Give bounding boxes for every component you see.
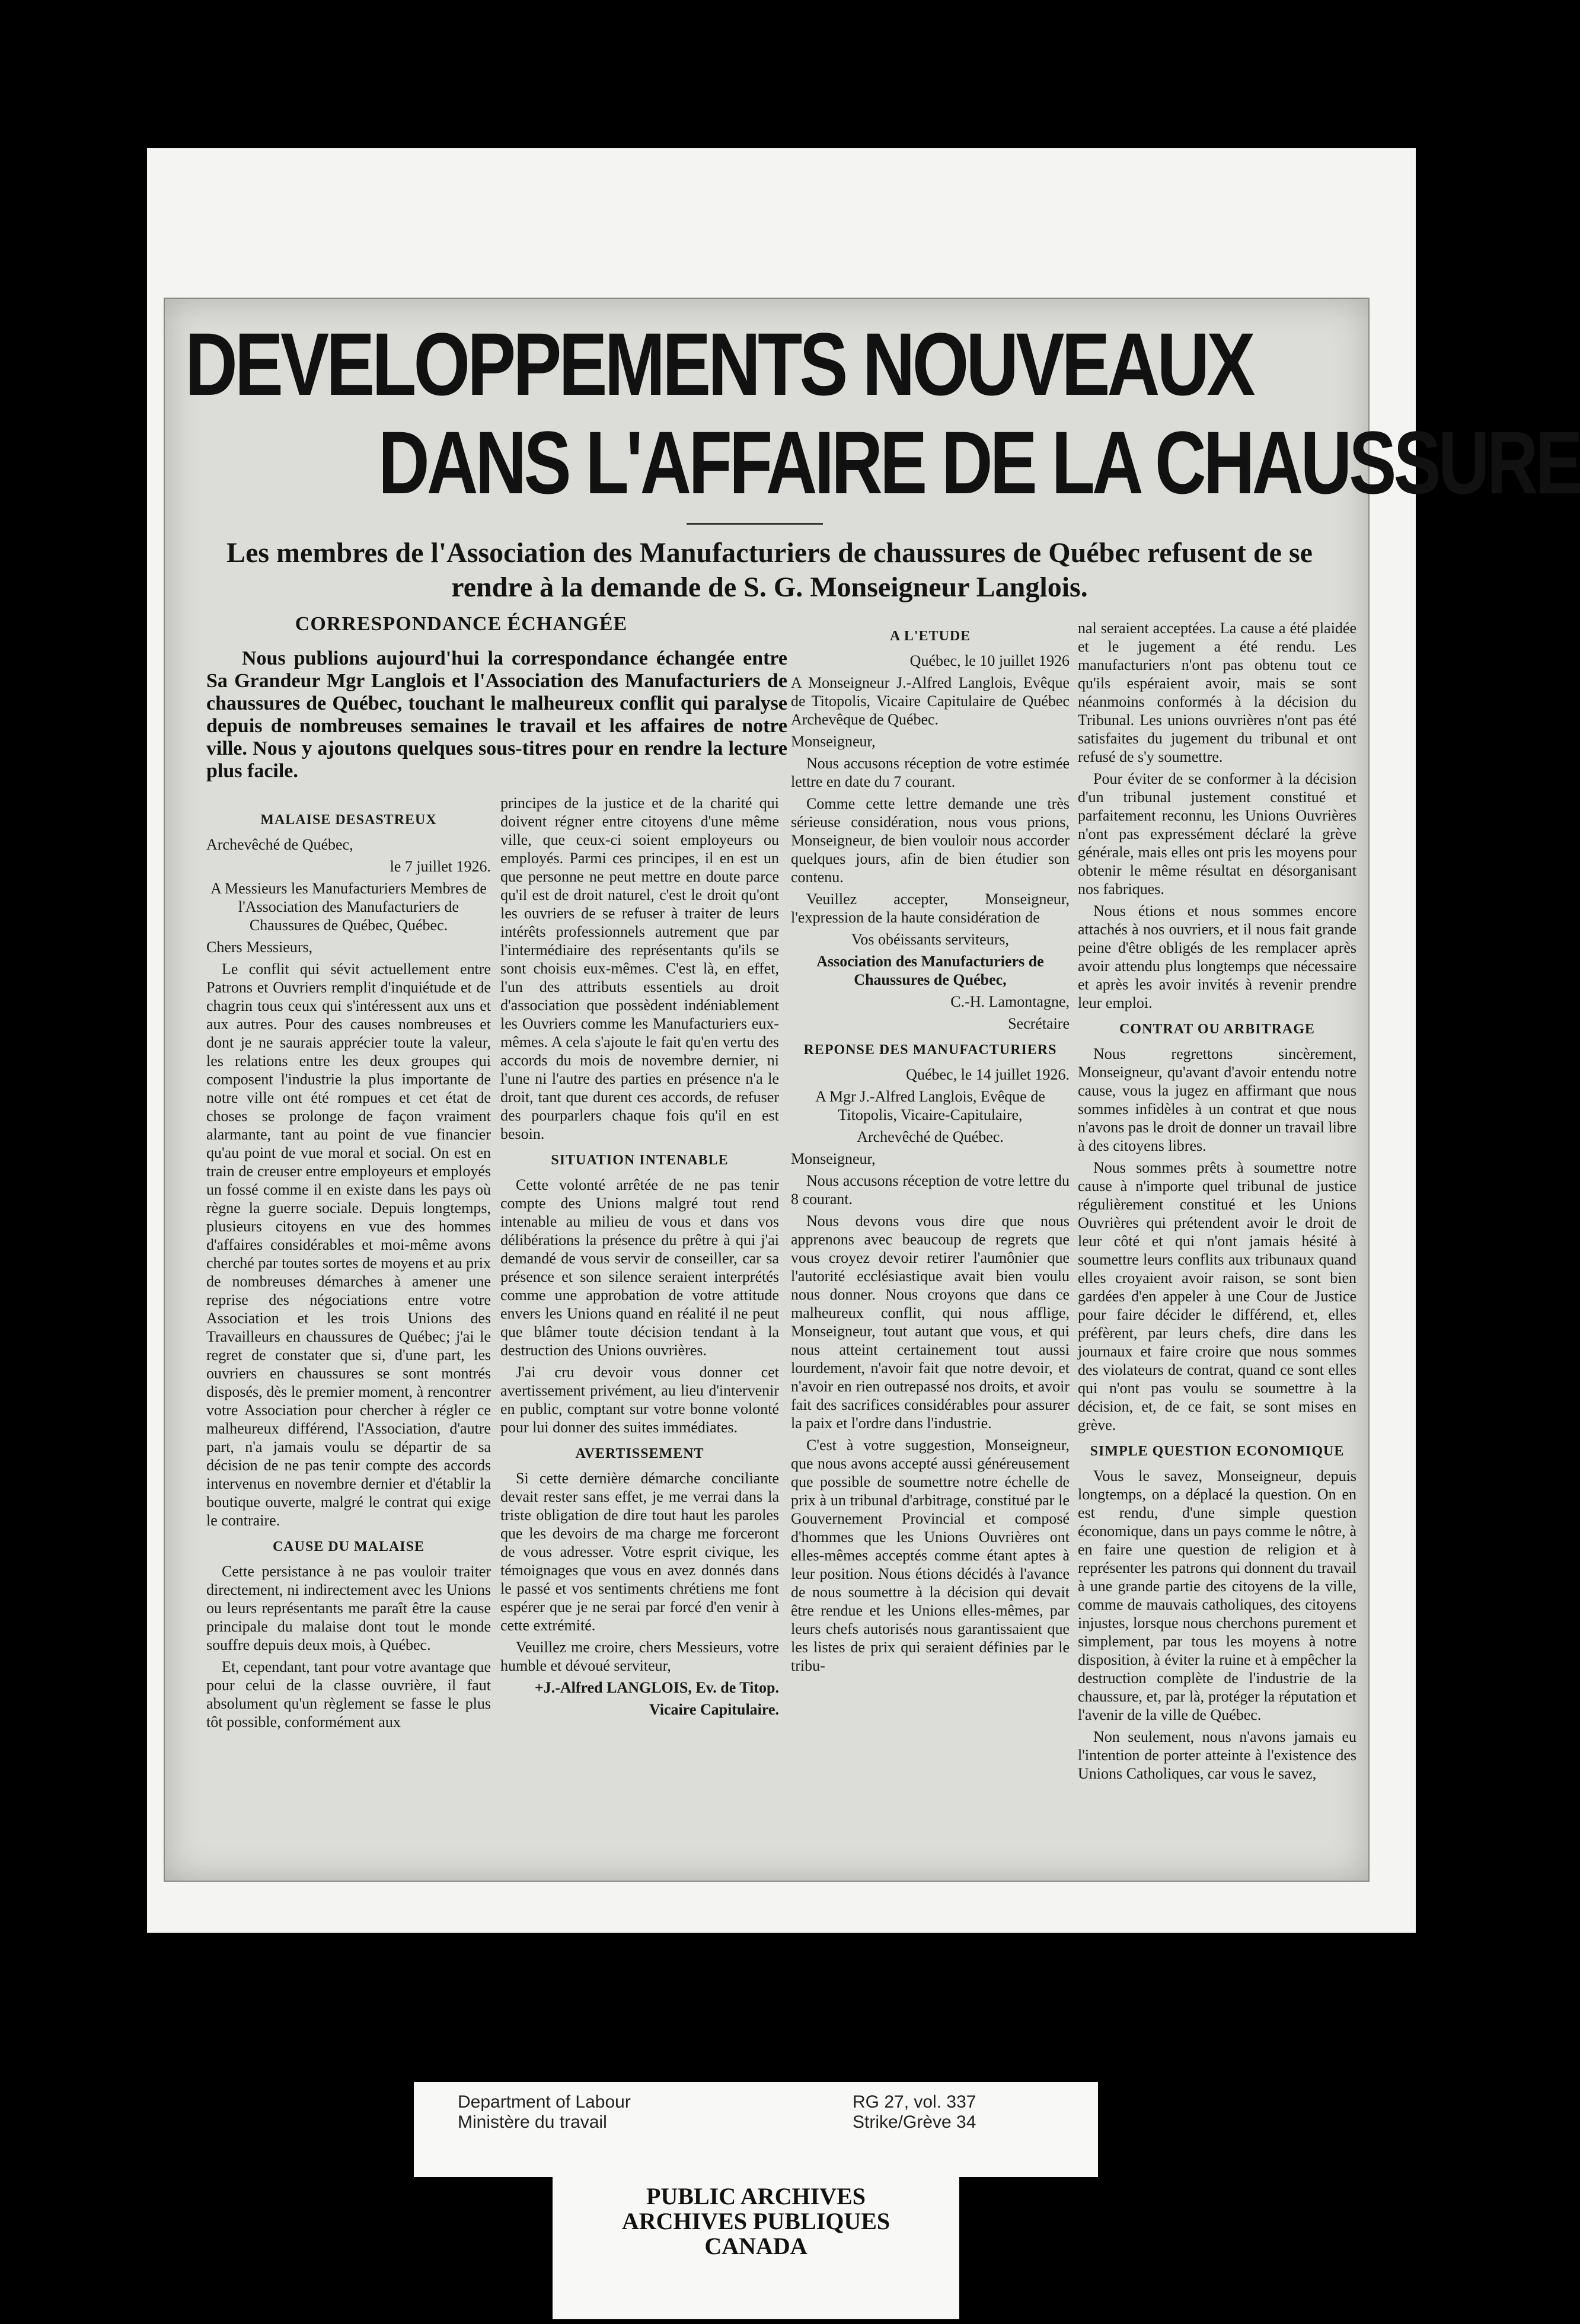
paragraph: Nous étions et nous sommes encore attachés à nos ouvriers, et il nous fait grande peine d'être obligés de les remplacer après avoir attendu plus longtemps que nécessaire et après les avoir invités à revenir prendre leur emploi. bbox=[1078, 902, 1356, 1011]
paragraph: Veuillez accepter, Monseigneur, l'expression de la haute considération de bbox=[791, 890, 1070, 926]
paragraph: Non seulement, nous n'avons jamais eu l'intention de porter atteinte à l'existence des Unions Catholiques, car vous le savez, bbox=[1078, 1728, 1356, 1782]
paragraph: Nous accusons réception de votre estimée lettre en date du 7 courant. bbox=[791, 755, 1070, 790]
paragraph: C'est à votre suggestion, Monseigneur, que nous avons accepté aussi généreusement que possible de soumettre notre échelle de prix à un tribunal d'arbitrage, constitué par le Gouvernement Provincial et composé d'hommes que les Unions Ouvrières ont elles-mêmes acceptés comme étant aptes à leur position. Nous étions décidés à l'avance de nous soumettre à la décision qui devait être rendue et les Unions elles-mêmes, par leurs chefs autorisés nous garantissaient que les listes de prix qui seraient définies par le tribu- bbox=[791, 1436, 1070, 1674]
paragraph: Nous accusons réception de votre lettre du 8 courant. bbox=[791, 1172, 1070, 1208]
paragraph: Nous regrettons sincèrement, Monseigneur, qu'avant d'avoir entendu notre cause, vous la jugez en affirmant que nous sommes infidèles à un contrat et que nous n'avons pas le droit de donner un travail libre à des citoyens libres. bbox=[1078, 1045, 1356, 1154]
paragraph: Nous sommes prêts à soumettre notre cause à n'importe quel tribunal de justice régulièrement constitué et les Unions Ouvrières qui prétendent avoir le droit de leur côté et qui n'ont jamais hésité à soumettre leurs conflits aux tribunaux quand elles croyaient avoir raison, se sont bien gardées d'en appeler à une Cour de Justice pour faire décider le différend, et, elles préfèrent, par leurs chefs, dire dans les journaux et faire croire que nous sommes des violateurs de contrat, quand ce sont elles qui n'ont pas voulu se soumettre à la décision, et, de ce fait, se sont mises en grève. bbox=[1078, 1159, 1356, 1434]
letter-date: Québec, le 10 juillet 1926 bbox=[909, 652, 1070, 669]
paragraph: nal seraient acceptées. La cause a été plaidée et le jugement a été rendu. Les manufacturiers n'ont pas obtenu tout ce qu'ils espéraient avoir, mais se sont néanmoins conformés à la décision du Tribunal. Les unions ouvrières n'ont pas été satisfaites du jugement du tribunal et ont refusé de s'y soumettre. bbox=[1078, 620, 1356, 765]
letter-closing: Vos obéissants serviteurs, bbox=[851, 931, 1009, 948]
section-heading: A L'ETUDE bbox=[889, 628, 971, 644]
intro-text: Nous publions aujourd'hui la correspondance échangée entre Sa Grandeur Mgr Langlois et l'Association des Manufacturiers de chaussures de Québec, touchant le malheureux conflit qui paralyse depuis de nombreuses semaines le travail et les affaires de notre ville. Nous y ajoutons quelques sous-titres pour en rendre la lecture plus facile. bbox=[206, 647, 787, 782]
paragraph: Et, cependant, tant pour votre avantage que pour celui de la classe ouvrière, il faut absolument qu'un règlement se fasse le plus tôt possible, conformément aux bbox=[206, 1658, 491, 1731]
signature: +J.-Alfred LANGLOIS, Ev. de Titop. bbox=[534, 1679, 779, 1696]
newspaper-clipping bbox=[164, 298, 1580, 1882]
section-heading: MALAISE DESASTREUX bbox=[260, 812, 437, 828]
intro-title: CORRESPONDANCE ÉCHANGÉE bbox=[295, 613, 628, 635]
column-1 bbox=[206, 803, 491, 1735]
archives-stamp-text bbox=[553, 2184, 959, 2259]
section-heading: SIMPLE QUESTION ECONOMIQUE bbox=[1090, 1444, 1345, 1459]
document-page bbox=[147, 148, 1580, 1933]
subheadline: Les membres de l'Association des Manufacturiers de chaussures de Québec refusent de se rendre à la demande de S. G. Monseigneur Langlois. bbox=[226, 537, 1313, 603]
section-heading: AVERTISSEMENT bbox=[575, 1446, 704, 1461]
letter-addressee: A Mgr J.-Alfred Langlois, Evêque de Titopolis, Vicaire-Capitulaire, bbox=[815, 1088, 1045, 1123]
letter-salutation: Monseigneur, bbox=[791, 1150, 876, 1167]
paragraph: J'ai cru devoir vous donner cet avertissement privément, au lieu d'intervenir en public, comptant sur votre bonne volonté pour lui donner des suites immédiates. bbox=[500, 1364, 779, 1436]
signature-title: Vicaire Capitulaire. bbox=[649, 1701, 779, 1718]
archives-english: PUBLIC ARCHIVES bbox=[646, 2183, 866, 2210]
letter-salutation: Monseigneur, bbox=[791, 733, 876, 750]
department-english: Department of Labour bbox=[458, 2092, 631, 2112]
letter-salutation: Chers Messieurs, bbox=[206, 938, 313, 956]
headline-line-1: DEVELOPPEMENTS NOUVEAUX bbox=[185, 314, 1253, 414]
letter-addressee: A Messieurs les Manufacturiers Membres de l'Association des Manufacturiers de Chaussures de Québec, Québec. bbox=[210, 880, 487, 934]
strike-file-reference: Strike/Grève 34 bbox=[853, 2112, 976, 2132]
signer-title: Secrétaire bbox=[1008, 1015, 1070, 1032]
paragraph: Le conflit qui sévit actuellement entre Patrons et Ouvriers remplit d'inquiétude et de chagrin tous ceux qui s'intéressent aux uns et aux autres. Pour des causes nombreuses et dont je ne saurais apprécier toute la valeur, les relations entre les deux groupes qui composent l'industrie la plus importante de notre ville ont été rompues et cet état de choses se prolonge de façon vraiment alarmante, tant au point de vue financier qu'au point de vue moral et social. On est en train de creuser entre employeurs et employés un fossé comme il en existe dans les pays où règne la guerre sociale. Depuis longtemps, plusieurs citoyens en vue des hommes d'affaires considérables et moi-même avons cherché par toutes sortes de moyens et au prix de nombreuses démarches à amener une reprise des négociations entre votre Association et les trois Unions des Travailleurs en chaussures de Québec; j'ai le regret de constater que si, d'une part, les ouvriers en chaussures se sont montrés disposés, dès le premier moment, à rencontrer votre Association pour chercher à régler ce malheureux différend, l'Association, d'autre part, n'a jamais voulu se départir de sa décision de ne pas tenir compte des accords intervenus en novembre dernier et d'établir la boutique ouverte, malgré le contrat qui exige le contraire. bbox=[206, 960, 491, 1529]
column-3 bbox=[791, 619, 1070, 1678]
archives-stamp bbox=[553, 2158, 959, 2319]
letter-date: le 7 juillet 1926. bbox=[390, 858, 491, 875]
archives-country: CANADA bbox=[704, 2233, 807, 2259]
paragraph: Cette persistance à ne pas vouloir traiter directement, ni indirectement avec les Unions ou leurs représentants me paraît être la cause principale du malaise dont tout le monde souffre depuis deux mois, à Québec. bbox=[206, 1563, 491, 1653]
section-heading: CAUSE DU MALAISE bbox=[272, 1539, 425, 1554]
department-french: Ministère du travail bbox=[458, 2112, 607, 2132]
paragraph: Vous le savez, Monseigneur, depuis longtemps, on a déplacé la question. On en est rendu, d'une simple question économique, dans un pays comme le nôtre, à en faire une question de religion et à représenter les patrons qui donnent du travail à une grande partie des citoyens de la ville, comme de mauvais catholiques, des citoyens injustes, lorsque nous cherchons purement et simplement, par tous les moyens à notre disposition, à éviter la ruine et à empêcher la destruction complète de l'industrie de la chaussure, et, par là, protéger la réputation et l'avenir de la ville de Québec. bbox=[1078, 1467, 1356, 1723]
paragraph: Cette volonté arrêtée de ne pas tenir compte des Unions malgré tout rend intenable au milieu de vous et dans vos délibérations la présence du prêtre à qui j'ai demandé de vous servir de conseiller, car sa présence et son silence seraient interprétés comme une approbation de votre attitude envers les Unions quand en réalité il ne peut que blâmer toute décision tendant à la destruction des Unions ouvrières. bbox=[500, 1176, 779, 1359]
paragraph: Pour éviter de se conformer à la décision d'un tribunal justement constitué et parfaitement reconnu, les Unions Ouvrières n'ont pas expressément déclaré la grève générale, mais elles ont pris les moyens pour obtenir le même résultat en désorganisant nos fabriques. bbox=[1078, 770, 1356, 898]
paragraph: Comme cette lettre demande une très sérieuse considération, nous vous prions, Monseigneur, de bien vouloir nous accorder quelques jours, afin de bien étudier son contenu. bbox=[791, 795, 1070, 886]
intro-paragraph bbox=[206, 647, 787, 785]
paragraph: Si cette dernière démarche conciliante devait rester sans effet, je me verrai dans la triste obligation de dire tout haut les paroles que les devoirs de ma charge me forceront de vous adresser. Votre esprit civique, les témoignages que vous en avez donnés dans le passé et vos sentiments chrétiens me font espérer que je ne serai par forcé d'en venir à cette extrémité. bbox=[500, 1470, 779, 1634]
headline-line-2: DANS L'AFFAIRE DE LA CHAUSSURE bbox=[378, 413, 1580, 512]
paragraph: Nous devons vous dire que nous apprenons avec beaucoup de regrets que vous croyez devoir retirer l'aumônier que l'autorité ecclésiastique avait bien voulu nous donner. Nous croyons que dans ce malheureux conflit, qui nous afflige, Monseigneur, tout autant que vous, et qui nous atteint certainement tout aussi lourdement, n'avoir fait que notre devoir, et n'avoir en rien outrepassé nos droits, et avoir fait des sacrifices considérables pour assurer la paix et l'ordre dans l'industrie. bbox=[791, 1212, 1070, 1432]
paragraph: Veuillez me croire, chers Messieurs, votre humble et dévoué serviteur, bbox=[500, 1639, 779, 1674]
section-heading: REPONSE DES MANUFACTURIERS bbox=[803, 1042, 1057, 1058]
organization-name: Association des Manufacturiers de Chaussures de Québec, bbox=[816, 953, 1044, 988]
headline-divider bbox=[687, 523, 823, 525]
section-heading: CONTRAT OU ARBITRAGE bbox=[1119, 1021, 1315, 1037]
section-heading: SITUATION INTENABLE bbox=[551, 1153, 729, 1168]
letter-place: Archevêché de Québec, bbox=[206, 836, 353, 853]
signer-name: C.-H. Lamontagne, bbox=[950, 993, 1070, 1010]
column-4 bbox=[1078, 619, 1356, 1786]
column-2 bbox=[500, 794, 779, 1722]
record-group-reference: RG 27, vol. 337 bbox=[853, 2092, 976, 2112]
letter-addressee: A Monseigneur J.-Alfred Langlois, Evêque de Titopolis, Vicaire Capitulaire de Québec Archevêque de Québec. bbox=[791, 674, 1070, 728]
letter-date: Québec, le 14 juillet 1926. bbox=[906, 1066, 1070, 1083]
letter-place: Archevêché de Québec. bbox=[857, 1128, 1004, 1145]
paragraph: principes de la justice et de la charité qui doivent régner entre citoyens d'une même ville, que ceux-ci soient employeurs ou employés. Parmi ces principes, il en est un que personne ne peut mettre en doute parce qu'il est de droit naturel, c'est le droit qu'ont les ouvriers de se refuser à traiter de leurs intérêts professionnels autrement que par l'intermédiaire des représentants qu'ils se sont choisis eux-mêmes. C'est là, en effet, l'un des attributs essentiels au droit d'association que possèdent indéniablement les Ouvriers comme les Manufacturiers eux-mêmes. A cela s'ajoute le fait qu'en vertu des accords du mois de novembre dernier, ni l'une ni l'autre des parties en présence n'a le droit, tant que durent ces accords, de refuser des pourparlers chaque fois qu'il en est besoin. bbox=[500, 794, 779, 1142]
archives-french: ARCHIVES PUBLIQUES bbox=[621, 2208, 890, 2234]
